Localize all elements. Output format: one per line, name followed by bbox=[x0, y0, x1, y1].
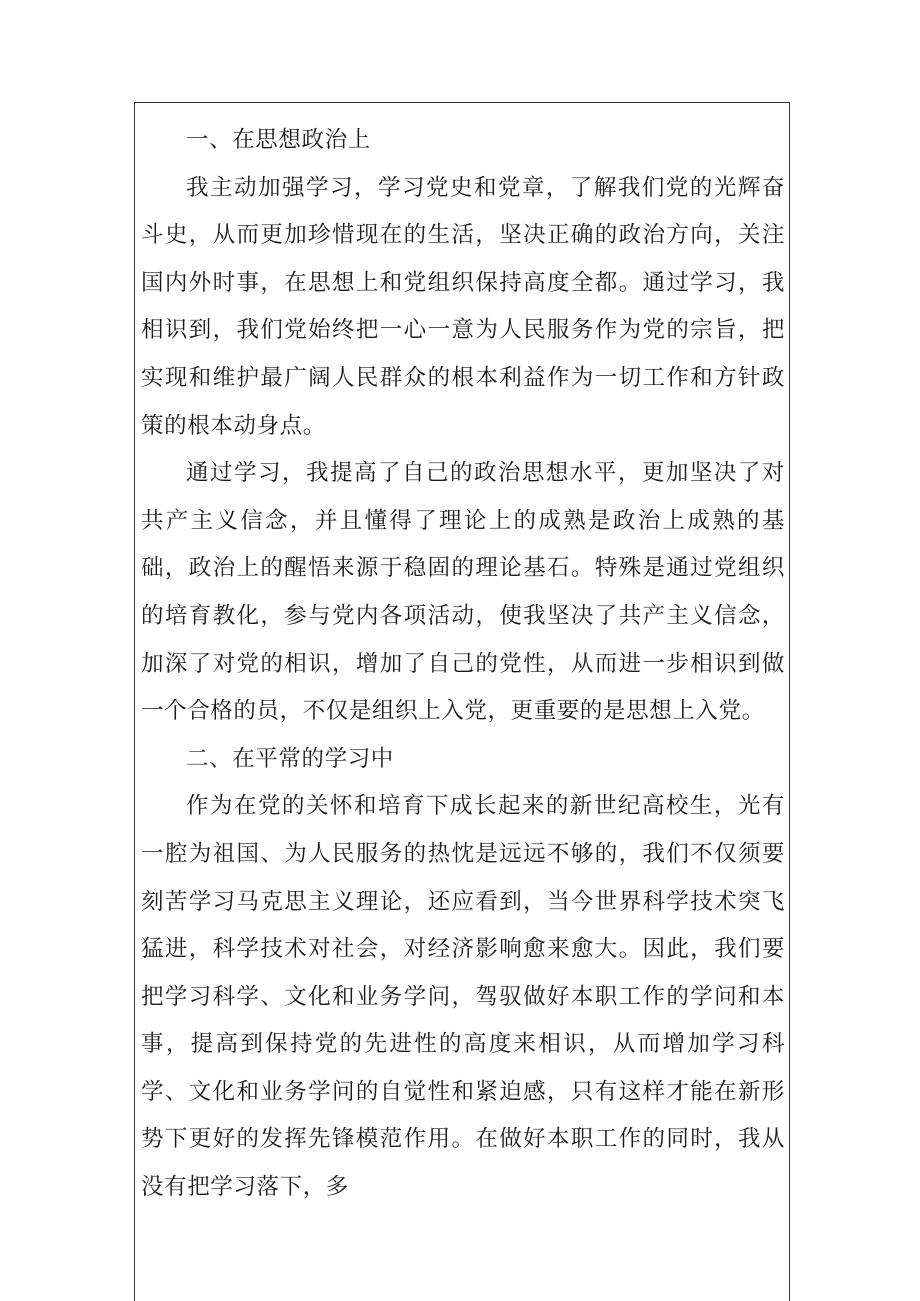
body-paragraph: 作为在党的关怀和培育下成长起来的新世纪高校生，光有一腔为祖国、为人民服务的热忱是远远不够的，我们不仅须要刻苦学习马克思主义理论，还应看到，当今世界科学技术突飞猛进，科学技术对社会，对经济影响愈来愈大。因此，我们要把学习科学、文化和业务学问，驾驭做好本职工作的学问和本事，提高到保持党的先进性的高度来相识，从而增加学习科学、文化和业务学问的自觉性和紧迫感，只有这样才能在新形势下更好的发挥先锋模范作用。在做好本职工作的同时，我从没有把学习落下，多 bbox=[141, 793, 785, 1201]
body-paragraph: 通过学习，我提高了自己的政治思想水平，更加坚决了对共产主义信念，并且懂得了理论上的成熟是政治上成熟的基础，政治上的醒悟来源于稳固的理论基石。特殊是通过党组织的培育教化，参与党内各项活动，使我坚决了共产主义信念，加深了对党的相识，增加了自己的党性，从而进一步相识到做一个合格的员，不仅是组织上入党，更重要的是思想上入党。 bbox=[141, 460, 785, 725]
document-frame bbox=[134, 102, 790, 1301]
section-heading-study: 二、在平常的学习中 bbox=[186, 745, 394, 772]
document-body bbox=[141, 117, 785, 1212]
section-heading-ideology: 一、在思想政治上 bbox=[186, 127, 371, 153]
body-paragraph: 我主动加强学习，学习党史和党章，了解我们党的光辉奋斗史，从而更加珍惜现在的生活，坚决正确的政治方向，关注国内外时事，在思想上和党组织保持高度全都。通过学习，我相识到，我们党始终把一心一意为人民服务作为党的宗旨，把实现和维护最广阔人民群众的根本利益作为一切工作和方针政策的根本动身点。 bbox=[141, 174, 785, 439]
